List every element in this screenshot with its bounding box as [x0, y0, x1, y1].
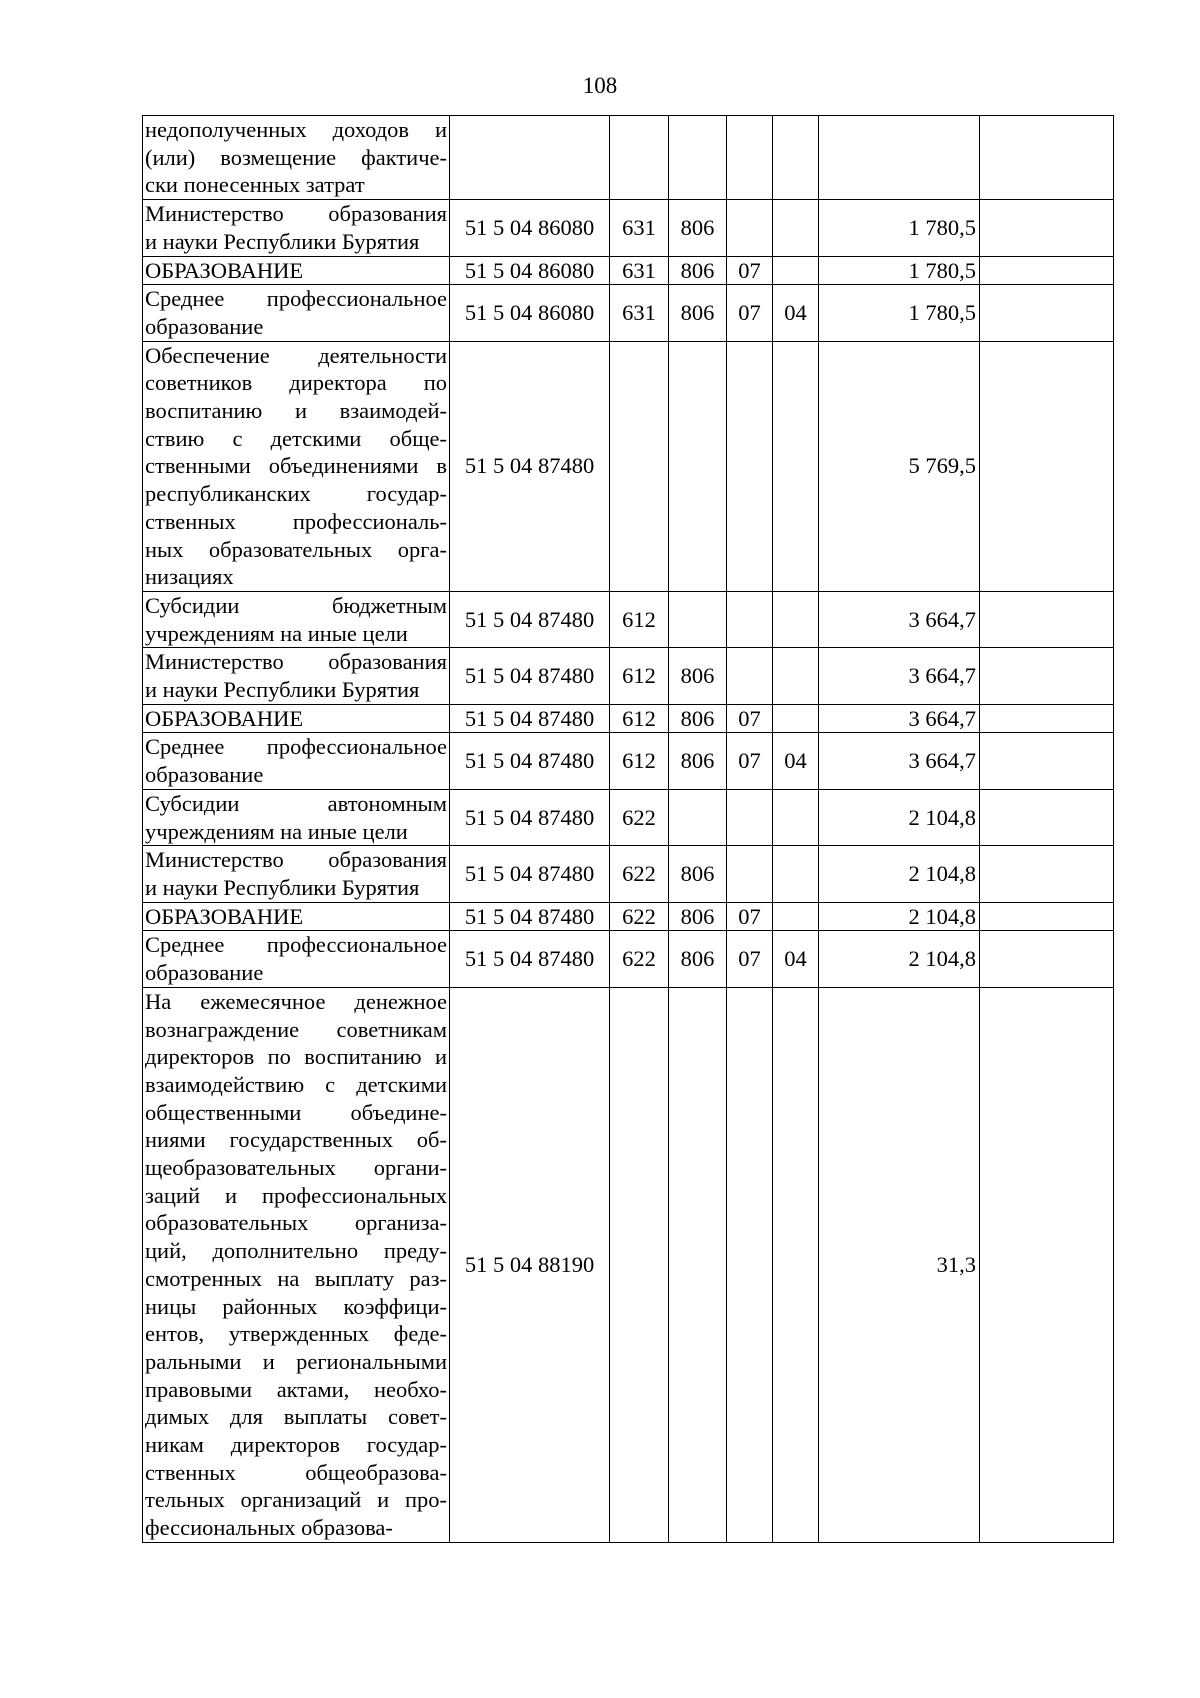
amount-cell: 2 104,8	[819, 789, 980, 845]
row-name-line: и науки Республики Бурятия	[145, 874, 420, 900]
section-cell	[727, 789, 773, 845]
table-row	[143, 648, 1114, 704]
row-name-line: Среднее профессиональное	[145, 734, 447, 760]
target-article-cell: 51 5 04 87480	[450, 648, 610, 704]
administrator-cell: 806	[669, 648, 727, 704]
row-name-line: образовательных организа-	[145, 1210, 447, 1236]
section-cell	[727, 200, 773, 256]
amount-cell: 3 664,7	[819, 648, 980, 704]
extra-amount-cell	[980, 704, 1114, 733]
subsection-cell	[773, 256, 819, 285]
section-cell	[727, 648, 773, 704]
amount-cell: 3 664,7	[819, 733, 980, 789]
section-cell	[727, 846, 773, 902]
extra-amount-cell	[980, 116, 1114, 200]
row-name-line: ницы районных коэффици-	[145, 1293, 447, 1319]
expense-type-cell: 612	[610, 704, 669, 733]
amount-cell: 1 780,5	[819, 200, 980, 256]
row-name-line: советников директора по	[145, 370, 447, 396]
section-cell	[727, 341, 773, 591]
subsection-cell	[773, 341, 819, 591]
table-row	[143, 789, 1114, 845]
administrator-cell	[669, 987, 727, 1542]
row-name-line: ных образовательных орга-	[145, 536, 447, 562]
row-name-line: ниями государственных об-	[145, 1127, 447, 1153]
expense-type-cell: 631	[610, 285, 669, 341]
row-name-cell	[143, 256, 450, 285]
row-name-line: образование	[145, 960, 264, 986]
amount-cell	[819, 116, 980, 200]
row-name-line: Министерство образования	[145, 649, 447, 675]
table-row	[143, 902, 1114, 931]
row-name-line: ОБРАЗОВАНИЕ	[145, 257, 304, 283]
extra-amount-cell	[980, 987, 1114, 1542]
row-name-line: димых для выплаты совет-	[145, 1404, 447, 1430]
section-cell: 07	[727, 256, 773, 285]
row-name-line: фессиональных образова-	[145, 1515, 393, 1541]
row-name-line: ций, дополнительно преду-	[145, 1238, 447, 1264]
row-name-line: образование	[145, 313, 264, 339]
table-row	[143, 116, 1114, 200]
subsection-cell	[773, 200, 819, 256]
table-row	[143, 704, 1114, 733]
subsection-cell	[773, 648, 819, 704]
target-article-cell	[450, 116, 610, 200]
table-row	[143, 591, 1114, 647]
subsection-cell: 04	[773, 931, 819, 987]
amount-cell: 2 104,8	[819, 931, 980, 987]
table-row	[143, 733, 1114, 789]
section-cell: 07	[727, 285, 773, 341]
row-name-line: Среднее профессиональное	[145, 286, 447, 312]
expense-type-cell: 612	[610, 733, 669, 789]
target-article-cell: 51 5 04 87480	[450, 591, 610, 647]
row-name-line: и науки Республики Бурятия	[145, 677, 420, 703]
expense-type-cell: 622	[610, 902, 669, 931]
row-name-cell	[143, 987, 450, 1542]
table-row	[143, 285, 1114, 341]
row-name-line: образование	[145, 762, 264, 788]
target-article-cell: 51 5 04 87480	[450, 931, 610, 987]
row-name-line: воспитанию и взаимодей-	[145, 398, 447, 424]
expense-type-cell: 622	[610, 931, 669, 987]
subsection-cell	[773, 116, 819, 200]
row-name-line: директоров по воспитанию и	[145, 1044, 447, 1070]
amount-cell: 3 664,7	[819, 704, 980, 733]
administrator-cell: 806	[669, 733, 727, 789]
target-article-cell: 51 5 04 88190	[450, 987, 610, 1542]
row-name-cell	[143, 648, 450, 704]
page-number: 108	[582, 73, 618, 98]
row-name-line: заций и профессиональных	[145, 1182, 447, 1208]
extra-amount-cell	[980, 648, 1114, 704]
administrator-cell: 806	[669, 902, 727, 931]
row-name-line: учреждениям на иные цели	[145, 818, 408, 844]
row-name-line: На ежемесячное денежное	[145, 988, 447, 1014]
extra-amount-cell	[980, 200, 1114, 256]
expense-type-cell	[610, 987, 669, 1542]
row-name-line: низациях	[145, 564, 234, 590]
administrator-cell	[669, 789, 727, 845]
table-body	[143, 116, 1114, 1543]
row-name-line: Обеспечение деятельности	[145, 342, 447, 368]
target-article-cell: 51 5 04 87480	[450, 341, 610, 591]
amount-cell: 1 780,5	[819, 285, 980, 341]
amount-cell: 1 780,5	[819, 256, 980, 285]
row-name-line: (или) возмещение фактиче-	[145, 144, 447, 170]
administrator-cell	[669, 591, 727, 647]
amount-cell: 5 769,5	[819, 341, 980, 591]
row-name-line: общественными объедине-	[145, 1099, 447, 1125]
row-name-cell	[143, 591, 450, 647]
section-cell	[727, 987, 773, 1542]
subsection-cell: 04	[773, 285, 819, 341]
row-name-cell	[143, 341, 450, 591]
row-name-line: ски понесенных затрат	[145, 172, 365, 198]
row-name-line: ствию с детскими обще-	[145, 425, 447, 451]
administrator-cell	[669, 116, 727, 200]
expense-type-cell: 631	[610, 256, 669, 285]
target-article-cell: 51 5 04 86080	[450, 256, 610, 285]
section-cell: 07	[727, 902, 773, 931]
row-name-line: Субсидии бюджетным	[145, 592, 447, 618]
administrator-cell: 806	[669, 704, 727, 733]
expense-type-cell	[610, 341, 669, 591]
expense-type-cell: 622	[610, 789, 669, 845]
table-row	[143, 200, 1114, 256]
administrator-cell: 806	[669, 285, 727, 341]
table-row	[143, 846, 1114, 902]
row-name-line: ральными и региональными	[145, 1348, 447, 1374]
section-cell: 07	[727, 733, 773, 789]
target-article-cell: 51 5 04 87480	[450, 733, 610, 789]
row-name-cell	[143, 704, 450, 733]
administrator-cell	[669, 341, 727, 591]
administrator-cell: 806	[669, 931, 727, 987]
table-row	[143, 256, 1114, 285]
subsection-cell	[773, 987, 819, 1542]
budget-table	[142, 115, 1114, 1543]
table-row	[143, 987, 1114, 1542]
extra-amount-cell	[980, 256, 1114, 285]
subsection-cell: 04	[773, 733, 819, 789]
amount-cell: 2 104,8	[819, 902, 980, 931]
row-name-line: учреждениям на иные цели	[145, 620, 408, 646]
row-name-line: и науки Республики Бурятия	[145, 228, 420, 254]
row-name-cell	[143, 846, 450, 902]
section-cell	[727, 591, 773, 647]
expense-type-cell: 612	[610, 591, 669, 647]
row-name-cell	[143, 733, 450, 789]
row-name-cell	[143, 200, 450, 256]
row-name-line: тельных организаций и про-	[145, 1487, 447, 1513]
extra-amount-cell	[980, 902, 1114, 931]
expense-type-cell: 622	[610, 846, 669, 902]
extra-amount-cell	[980, 285, 1114, 341]
row-name-line: Министерство образования	[145, 847, 447, 873]
row-name-cell	[143, 116, 450, 200]
row-name-line: правовыми актами, необхо-	[145, 1376, 447, 1402]
row-name-line: вознаграждение советникам	[145, 1016, 447, 1042]
extra-amount-cell	[980, 591, 1114, 647]
row-name-line: республиканских государ-	[145, 481, 447, 507]
row-name-line: смотренных на выплату раз-	[145, 1265, 447, 1291]
row-name-line: Субсидии автономным	[145, 790, 447, 816]
expense-type-cell: 631	[610, 200, 669, 256]
amount-cell: 3 664,7	[819, 591, 980, 647]
target-article-cell: 51 5 04 87480	[450, 789, 610, 845]
subsection-cell	[773, 591, 819, 647]
amount-cell: 31,3	[819, 987, 980, 1542]
row-name-line: ственными объединениями в	[145, 453, 447, 479]
row-name-cell	[143, 931, 450, 987]
administrator-cell: 806	[669, 200, 727, 256]
row-name-line: ственных профессиональ-	[145, 508, 447, 534]
table-row	[143, 931, 1114, 987]
extra-amount-cell	[980, 789, 1114, 845]
row-name-line: ственных общеобразова-	[145, 1459, 447, 1485]
row-name-line: ентов, утвержденных феде-	[145, 1321, 447, 1347]
extra-amount-cell	[980, 846, 1114, 902]
row-name-cell	[143, 789, 450, 845]
row-name-cell	[143, 285, 450, 341]
row-name-cell	[143, 902, 450, 931]
subsection-cell	[773, 704, 819, 733]
row-name-line: недополученных доходов и	[145, 117, 447, 142]
row-name-line: ОБРАЗОВАНИЕ	[145, 903, 304, 929]
extra-amount-cell	[980, 931, 1114, 987]
target-article-cell: 51 5 04 86080	[450, 200, 610, 256]
row-name-line: Министерство образования	[145, 201, 447, 227]
table-row	[143, 341, 1114, 591]
subsection-cell	[773, 789, 819, 845]
row-name-line: никам директоров государ-	[145, 1432, 447, 1458]
row-name-line: взаимодействию с детскими	[145, 1071, 447, 1097]
expense-type-cell: 612	[610, 648, 669, 704]
administrator-cell: 806	[669, 256, 727, 285]
section-cell	[727, 116, 773, 200]
subsection-cell	[773, 902, 819, 931]
section-cell: 07	[727, 704, 773, 733]
section-cell: 07	[727, 931, 773, 987]
row-name-line: Среднее профессиональное	[145, 932, 447, 958]
amount-cell: 2 104,8	[819, 846, 980, 902]
target-article-cell: 51 5 04 87480	[450, 902, 610, 931]
subsection-cell	[773, 846, 819, 902]
expense-type-cell	[610, 116, 669, 200]
extra-amount-cell	[980, 733, 1114, 789]
row-name-line: щеобразовательных органи-	[145, 1155, 447, 1181]
target-article-cell: 51 5 04 87480	[450, 846, 610, 902]
target-article-cell: 51 5 04 87480	[450, 704, 610, 733]
target-article-cell: 51 5 04 86080	[450, 285, 610, 341]
extra-amount-cell	[980, 341, 1114, 591]
row-name-line: ОБРАЗОВАНИЕ	[145, 705, 304, 731]
administrator-cell: 806	[669, 846, 727, 902]
